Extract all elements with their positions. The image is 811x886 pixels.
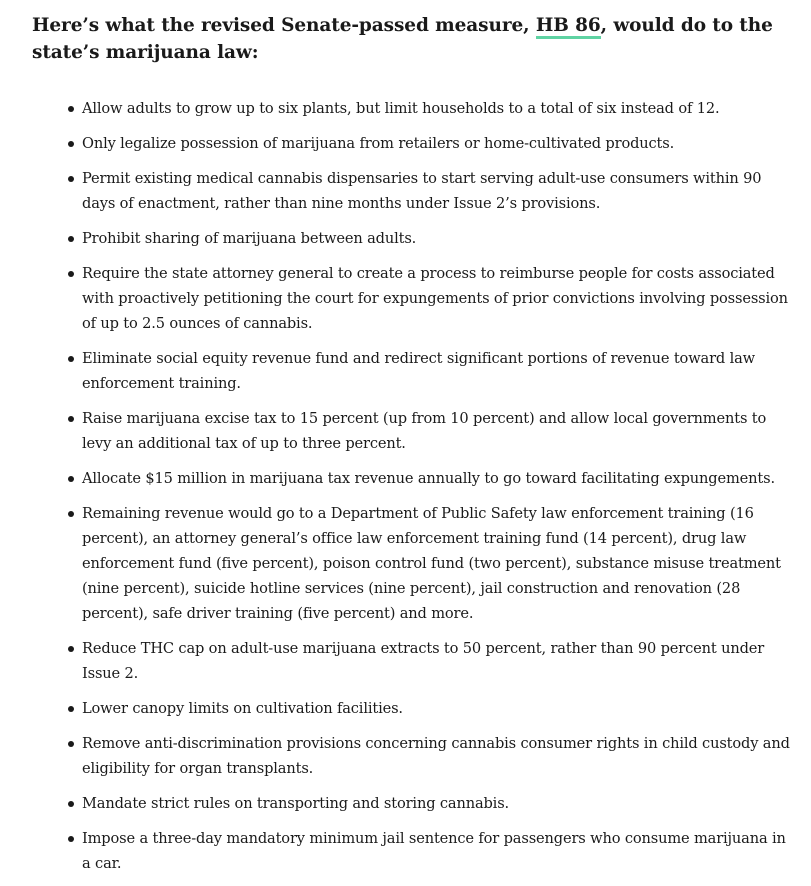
article-body (32, 12, 792, 886)
bullet-icon (68, 741, 74, 747)
list-item-text: Remaining revenue would go to a Department of Public Safety law enforcement training (16 percent), an attorney general’s office law enforcement training fund (14 percent), drug law enforcement fund (five percent), poison control fund (two percent), substance misuse treatment (nine percent), suicide hotline services (nine percent), jail construction and renovation (28 percent), safe driver training (five percent) and more. (82, 505, 781, 622)
bullet-icon (68, 511, 74, 517)
bullet-icon (68, 106, 74, 112)
list-item-text: Prohibit sharing of marijuana between adults. (82, 230, 417, 247)
bullet-icon (68, 706, 74, 712)
bullet-icon (68, 141, 74, 147)
list-item-text: Raise marijuana excise tax to 15 percent (up from 10 percent) and allow local governments to levy an additional tax of up to three percent. (82, 410, 767, 452)
bullet-icon (68, 236, 74, 242)
heading-prefix: Here’s what the revised Senate-passed measure, (32, 15, 536, 36)
bullet-icon (68, 416, 74, 422)
provisions-list (32, 96, 792, 876)
list-item-text: Only legalize possession of marijuana from retailers or home-cultivated products. (82, 135, 675, 152)
list-item (32, 96, 792, 121)
list-item (32, 261, 792, 336)
list-item (32, 791, 792, 816)
list-item (32, 346, 792, 396)
list-item-text: Remove anti-discrimination provisions concerning cannabis consumer rights in child custody and eligibility for organ transplants. (82, 735, 790, 777)
bullet-icon (68, 176, 74, 182)
list-item (32, 731, 792, 781)
list-item-text: Require the state attorney general to create a process to reimburse people for costs associated with proactively petitioning the court for expungements of prior convictions involving possession of up to 2.5 ounces of cannabis. (82, 265, 788, 332)
list-item (32, 131, 792, 156)
list-item (32, 466, 792, 491)
list-item-text: Impose a three-day mandatory minimum jail sentence for passengers who consume marijuana in a car. (82, 830, 786, 872)
list-item (32, 636, 792, 686)
bullet-icon (68, 646, 74, 652)
list-item-text: Mandate strict rules on transporting and storing cannabis. (82, 795, 510, 812)
list-item (32, 501, 792, 626)
bullet-icon (68, 356, 74, 362)
list-item-text: Allocate $15 million in marijuana tax revenue annually to go toward facilitating expungements. (82, 470, 775, 487)
heading-suffix: , would do to the state’s marijuana law: (32, 15, 773, 63)
list-item-text: Reduce THC cap on adult-use marijuana extracts to 50 percent, rather than 90 percent under Issue 2. (82, 640, 765, 682)
bullet-icon (68, 836, 74, 842)
list-item-text: Eliminate social equity revenue fund and redirect significant portions of revenue toward law enforcement training. (82, 350, 756, 392)
list-item (32, 166, 792, 216)
hb86-link[interactable]: HB 86 (536, 15, 601, 39)
list-item (32, 826, 792, 876)
list-item (32, 226, 792, 251)
list-item-text: Lower canopy limits on cultivation facilities. (82, 700, 403, 717)
list-item (32, 406, 792, 456)
list-item-text: Allow adults to grow up to six plants, but limit households to a total of six instead of 12. (82, 100, 720, 117)
section-heading (32, 12, 792, 66)
bullet-icon (68, 801, 74, 807)
list-item-text: Permit existing medical cannabis dispensaries to start serving adult-use consumers within 90 days of enactment, rather than nine months under Issue 2’s provisions. (82, 170, 762, 212)
bullet-icon (68, 271, 74, 277)
list-item (32, 696, 792, 721)
bullet-icon (68, 476, 74, 482)
